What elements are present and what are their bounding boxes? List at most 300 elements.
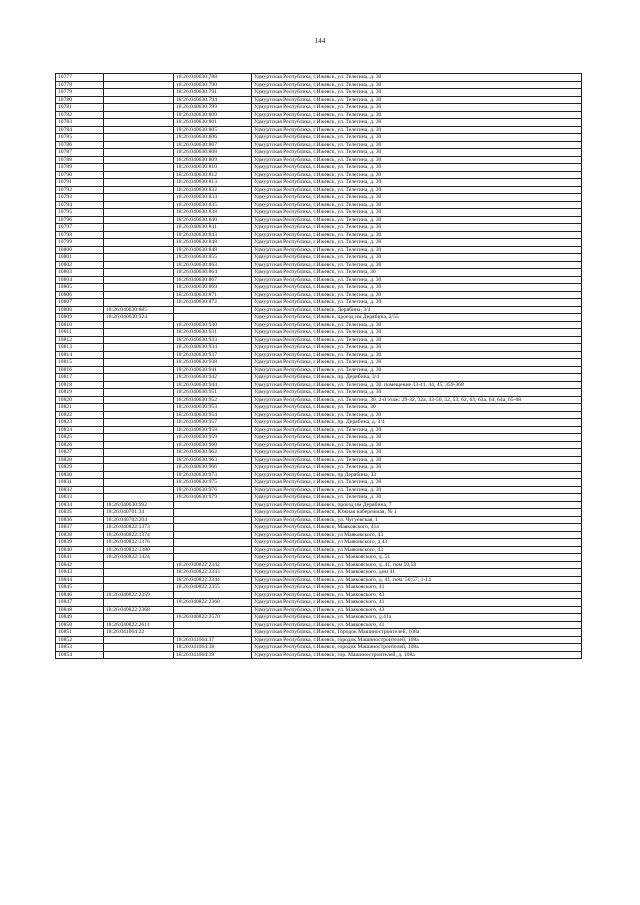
table-row: [56, 516, 582, 524]
address-cell: Удмуртская Республика, г.Ижевск, ул. Телегина, д. 30: [252, 246, 582, 254]
table-row: [56, 89, 582, 97]
row-number-cell: 10789: [56, 164, 104, 172]
address-cell: Удмуртская Республика, г.Ижевск, ул. Маяковского, 43: [252, 591, 582, 599]
cadastral-number-cell: 18:26:040822:1424: [104, 554, 174, 562]
address-cell: Удмуртская Республика, г.Ижевск, ул. Телегина, д. 30: [252, 329, 582, 337]
cadastral-number-cell: 18:26:040822:2359: [104, 591, 174, 599]
building-cadastral-number-cell: 18:26:040630:813: [174, 179, 252, 187]
cadastral-number-cell: 18:26:040630:992: [104, 501, 174, 509]
building-cadastral-number-cell: 18:26:040630:812: [174, 171, 252, 179]
building-cadastral-number-cell: 18:26:040630:976: [174, 486, 252, 494]
building-cadastral-number-cell: [174, 554, 252, 562]
row-number-cell: 10851: [56, 629, 104, 637]
cadastral-number-cell: [104, 194, 174, 202]
building-cadastral-number-cell: 18:26:040822:2360: [174, 599, 252, 607]
table-row: [56, 449, 582, 457]
row-number-cell: 10803: [56, 269, 104, 277]
building-cadastral-number-cell: 18:26:040630:855: [174, 254, 252, 262]
building-cadastral-number-cell: 18:26:040630:962: [174, 449, 252, 457]
table-row: [56, 276, 582, 284]
address-cell: Удмуртская Республика, г.Ижевск, ул. Телегина, д. 30: [252, 164, 582, 172]
table-row: [56, 434, 582, 442]
building-cadastral-number-cell: 18:26:040630:810: [174, 164, 252, 172]
building-cadastral-number-cell: 18:26:040822:2344: [174, 576, 252, 584]
cadastral-number-cell: [104, 419, 174, 427]
address-cell: Удмуртская Республика, г.Ижевск, городок Машиностроителей, 108а: [252, 644, 582, 652]
row-number-cell: 10812: [56, 336, 104, 344]
table-row: [56, 531, 582, 539]
row-number-cell: 10815: [56, 359, 104, 367]
address-cell: Удмуртская Республика, г.Ижевск, ул. Телегина, д. 30: [252, 186, 582, 194]
row-number-cell: 10814: [56, 351, 104, 359]
row-number-cell: 10825: [56, 434, 104, 442]
table-row: [56, 599, 582, 607]
table-row: [56, 539, 582, 547]
address-cell: Удмуртская Республика, г.Ижевск, ул. Телегина, д. 30: [252, 336, 582, 344]
address-cell: Удмуртская Республика, г.Ижевск, ул. Телегина, д. 30: [252, 209, 582, 217]
address-cell: Удмуртская Республика, г.Ижевск, ул. Телегина, д. 30: [252, 201, 582, 209]
table-row: [56, 329, 582, 337]
building-cadastral-number-cell: 18:26:040630:807: [174, 141, 252, 149]
building-cadastral-number-cell: 18:26:040630:791: [174, 89, 252, 97]
table-row: [56, 254, 582, 262]
cadastral-number-cell: [104, 171, 174, 179]
building-cadastral-number-cell: [174, 531, 252, 539]
table-row: [56, 149, 582, 157]
row-number-cell: 10792: [56, 186, 104, 194]
address-cell: Удмуртская Республика, г.Ижевск, ул. Маяковского, д. 51: [252, 554, 582, 562]
table-row: [56, 194, 582, 202]
building-cadastral-number-cell: [174, 314, 252, 322]
row-number-cell: 10788: [56, 156, 104, 164]
row-number-cell: 10841: [56, 554, 104, 562]
row-number-cell: 10832: [56, 486, 104, 494]
building-cadastral-number-cell: 18:26:040630:959: [174, 434, 252, 442]
table-row: [56, 141, 582, 149]
cadastral-number-cell: [104, 426, 174, 434]
address-cell: Удмуртская Республика, г.Ижевск, ул. Маяковского, 41: [252, 599, 582, 607]
address-cell: Удмуртская Республика, г.Ижевск, ул. Телегина, д. 30: [252, 239, 582, 247]
building-cadastral-number-cell: 18:26:040630:966: [174, 464, 252, 472]
building-cadastral-number-cell: 18:26:040630:833: [174, 194, 252, 202]
address-cell: Удмуртская Республика, г.Ижевск, ул. Телегина, д. 30: [252, 194, 582, 202]
address-cell: Удмуртская Республика, г.Ижевск, ул. Телегина, д. 30: [252, 261, 582, 269]
cadastral-number-cell: 18:26:040702:204: [104, 516, 174, 524]
cadastral-number-cell: [104, 471, 174, 479]
row-number-cell: 10845: [56, 584, 104, 592]
cadastral-number-cell: [104, 644, 174, 652]
address-cell: Удмуртская Республика, г.Ижевск, ул. Телегина, д. 30: [252, 456, 582, 464]
cadastral-number-cell: [104, 321, 174, 329]
row-number-cell: 10784: [56, 126, 104, 134]
building-cadastral-number-cell: [174, 621, 252, 629]
cadastral-number-cell: [104, 291, 174, 299]
cadastral-number-cell: [104, 186, 174, 194]
table-row: [56, 306, 582, 314]
address-cell: Удмуртская Республика, г.Ижевск, ул. Маяковского, 43: [252, 606, 582, 614]
address-cell: Удмуртская Республика, г.Ижевск, ул. Телегина, д. 30: [252, 464, 582, 472]
address-cell: Удмуртская Республика, г.Ижевск, ул. Телегина, д. 30: [252, 426, 582, 434]
table-row: [56, 644, 582, 652]
cadastral-number-cell: [104, 561, 174, 569]
table-row: [56, 411, 582, 419]
building-cadastral-number-cell: 18:26:040630:944: [174, 381, 252, 389]
table-row: [56, 126, 582, 134]
address-cell: Удмуртская Республика, г.Ижевск, ул. Телегина, д. 30: [252, 254, 582, 262]
row-number-cell: 10798: [56, 231, 104, 239]
row-number-cell: 10813: [56, 344, 104, 352]
building-cadastral-number-cell: 18:26:040630:963: [174, 456, 252, 464]
building-cadastral-number-cell: 18:26:040630:806: [174, 134, 252, 142]
building-cadastral-number-cell: 18:26:040630:958: [174, 426, 252, 434]
table-row: [56, 389, 582, 397]
row-number-cell: 10785: [56, 134, 104, 142]
building-cadastral-number-cell: 18:26:040630:801: [174, 119, 252, 127]
table-row: [56, 606, 582, 614]
table-row: [56, 179, 582, 187]
table-row: [56, 81, 582, 89]
building-cadastral-number-cell: 18:26:040630:954: [174, 411, 252, 419]
cadastral-number-cell: 18:26:040630:924: [104, 314, 174, 322]
cadastral-number-cell: [104, 449, 174, 457]
address-cell: Удмуртская Республика, г.Ижевск, ул. Телегина, 30: [252, 404, 582, 412]
address-cell: Удмуртская Республика, г.Ижевск, ул. Телегина, д. 30: [252, 299, 582, 307]
address-cell: Удмуртская Республика, г.Ижевск, ул. Телегина, д. 30: [252, 486, 582, 494]
address-cell: Удмуртская Республика, г.Ижевск, ул. Телегина, д. 30: [252, 156, 582, 164]
row-number-cell: 10786: [56, 141, 104, 149]
building-cadastral-number-cell: 18:26:040822:2355: [174, 584, 252, 592]
building-cadastral-number-cell: [174, 591, 252, 599]
cadastral-number-cell: [104, 134, 174, 142]
cadastral-number-cell: [104, 569, 174, 577]
table-row: [56, 374, 582, 382]
cadastral-number-cell: 18:26:040630:885: [104, 306, 174, 314]
address-cell: Удмуртская Республика, г.Ижевск, ул. Маяковского, д. 41, пом. 56;57; 1-14: [252, 576, 582, 584]
row-number-cell: 10818: [56, 381, 104, 389]
table-row: [56, 291, 582, 299]
table-row: [56, 546, 582, 554]
cadastral-number-cell: [104, 389, 174, 397]
row-number-cell: 10828: [56, 456, 104, 464]
table-row: [56, 591, 582, 599]
row-number-cell: 10778: [56, 81, 104, 89]
address-cell: Удмуртская Республика, г.Ижевск, ул. Маяковского, 41: [252, 621, 582, 629]
row-number-cell: 10808: [56, 306, 104, 314]
building-cadastral-number-cell: 18:26:040822:2343: [174, 569, 252, 577]
address-cell: Удмуртская Республика, г.Ижевск, ул. Телегина, д. 30: [252, 119, 582, 127]
cadastral-number-cell: [104, 651, 174, 659]
cadastral-number-cell: [104, 89, 174, 97]
table-row: [56, 321, 582, 329]
building-cadastral-number-cell: [174, 501, 252, 509]
address-cell: Удмуртская Республика, г.Ижевск, ул. Телегина, д. 30: [252, 74, 582, 82]
address-cell: Удмуртская Республика, г.Ижевск, ул. Телегина, д. 30: [252, 141, 582, 149]
building-cadastral-number-cell: 18:26:040822:2570: [174, 614, 252, 622]
address-cell: Удмуртская Республика, г.Ижевск, проезд им Дерябина, 2/55: [252, 314, 582, 322]
table-row: [56, 224, 582, 232]
cadastral-number-cell: [104, 411, 174, 419]
table-row: [56, 426, 582, 434]
building-cadastral-number-cell: [174, 539, 252, 547]
row-number-cell: 10824: [56, 426, 104, 434]
address-cell: Удмуртская Республика, г.Ижевск, ул. Телегина, д. 30: [252, 366, 582, 374]
table-row: [56, 359, 582, 367]
cadastral-number-cell: [104, 284, 174, 292]
table-row: [56, 486, 582, 494]
cadastral-number-cell: [104, 246, 174, 254]
row-number-cell: 10787: [56, 149, 104, 157]
table-row: [56, 621, 582, 629]
building-cadastral-number-cell: 18:26:040630:800: [174, 111, 252, 119]
row-number-cell: 10811: [56, 329, 104, 337]
row-number-cell: 10842: [56, 561, 104, 569]
row-number-cell: 10790: [56, 171, 104, 179]
table-row: [56, 96, 582, 104]
table-row: [56, 134, 582, 142]
table-row: [56, 554, 582, 562]
building-cadastral-number-cell: [174, 629, 252, 637]
building-cadastral-number-cell: 18:26:040630:849: [174, 246, 252, 254]
row-number-cell: 10854: [56, 651, 104, 659]
building-cadastral-number-cell: [174, 524, 252, 532]
row-number-cell: 10844: [56, 576, 104, 584]
row-number-cell: 10810: [56, 321, 104, 329]
row-number-cell: 10826: [56, 441, 104, 449]
row-number-cell: 10820: [56, 396, 104, 404]
building-cadastral-number-cell: 18:26:040630:788: [174, 74, 252, 82]
cadastral-number-cell: [104, 479, 174, 487]
cadastral-number-cell: [104, 209, 174, 217]
row-number-cell: 10831: [56, 479, 104, 487]
row-number-cell: 10804: [56, 276, 104, 284]
table-row: [56, 164, 582, 172]
row-number-cell: 10807: [56, 299, 104, 307]
row-number-cell: 10848: [56, 606, 104, 614]
table-row: [56, 651, 582, 659]
address-cell: Удмуртская Республика, г.Ижевск, ул. Маяковского, дом 41: [252, 569, 582, 577]
building-cadastral-number-cell: 18:26:040630:975: [174, 479, 252, 487]
address-cell: Удмуртская Республика, г.Ижевск, ул. Телегина, д. 30: [252, 149, 582, 157]
address-cell: Удмуртская Республика, г.Ижевск, ул. Телегина, д. 30: [252, 494, 582, 502]
table-row: [56, 156, 582, 164]
cadastral-number-cell: [104, 261, 174, 269]
cadastral-number-cell: [104, 441, 174, 449]
row-number-cell: 10836: [56, 516, 104, 524]
building-cadastral-number-cell: 18:26:040630:805: [174, 126, 252, 134]
building-cadastral-number-cell: 18:26:040630:869: [174, 284, 252, 292]
address-cell: Удмуртская Республика, г.Ижевск, Городок Машиностроителей, 108а: [252, 629, 582, 637]
cadastral-number-cell: [104, 96, 174, 104]
row-number-cell: 10801: [56, 254, 104, 262]
row-number-cell: 10819: [56, 389, 104, 397]
row-number-cell: 10793: [56, 194, 104, 202]
address-cell: Удмуртская Республика, г.Ижевск, ул. Телегина, д. 30: [252, 434, 582, 442]
address-cell: Удмуртская Республика, г.Ижевск, ул. Телегина, д. 30: [252, 276, 582, 284]
address-cell: Удмуртская Республика, г.Ижевск, ул. Телегина, д. 30: [252, 344, 582, 352]
address-cell: Удмуртская Республика, г.Ижевск, ул. Телегина, д. 30: [252, 479, 582, 487]
cadastral-number-cell: [104, 269, 174, 277]
row-number-cell: 10783: [56, 119, 104, 127]
building-cadastral-number-cell: 18:26:041064:39: [174, 651, 252, 659]
table-row: [56, 479, 582, 487]
cadastral-number-cell: [104, 599, 174, 607]
cadastral-number-cell: [104, 359, 174, 367]
building-cadastral-number-cell: 18:26:040630:953: [174, 404, 252, 412]
address-cell: Удмуртская Республика, г.Ижевск, ул. Телегина, д. 30: [252, 291, 582, 299]
cadastral-number-cell: [104, 111, 174, 119]
table-row: [56, 239, 582, 247]
building-cadastral-number-cell: 18:26:040630:799: [174, 104, 252, 112]
table-row: [56, 569, 582, 577]
cadastral-number-cell: [104, 299, 174, 307]
table-row: [56, 119, 582, 127]
address-cell: Удмуртская Республика, г.Ижевск, ул. Телегина, д. 30: [252, 96, 582, 104]
table-row: [56, 201, 582, 209]
page-number: 144: [314, 37, 326, 45]
property-registry-table: [55, 73, 582, 659]
cadastral-number-cell: [104, 201, 174, 209]
table-row: [56, 561, 582, 569]
cadastral-number-cell: [104, 434, 174, 442]
building-cadastral-number-cell: [174, 606, 252, 614]
cadastral-number-cell: 18:26:041064:22: [104, 629, 174, 637]
row-number-cell: 10802: [56, 261, 104, 269]
address-cell: Удмуртская Республика, г.Ижевск, гор. Машиностроителей, д. 108а: [252, 651, 582, 659]
building-cadastral-number-cell: 18:26:040630:952: [174, 396, 252, 404]
building-cadastral-number-cell: 18:26:040630:930: [174, 321, 252, 329]
table-row: [56, 614, 582, 622]
address-cell: Удмуртская Республика, г.Ижевск, ул. Телегина, д. 30: [252, 179, 582, 187]
address-cell: Удмуртская Республика, г.Ижевск, ул. Телегина, д. 30: [252, 126, 582, 134]
cadastral-number-cell: 18:26:040822:1374: [104, 531, 174, 539]
building-cadastral-number-cell: 18:26:040630:871: [174, 291, 252, 299]
row-number-cell: 10840: [56, 546, 104, 554]
row-number-cell: 10833: [56, 494, 104, 502]
table-row: [56, 261, 582, 269]
cadastral-number-cell: [104, 366, 174, 374]
row-number-cell: 10830: [56, 471, 104, 479]
row-number-cell: 10850: [56, 621, 104, 629]
row-number-cell: 10827: [56, 449, 104, 457]
building-cadastral-number-cell: 18:26:040630:790: [174, 81, 252, 89]
address-cell: Удмуртская Республика, г.Ижевск, пр.Дерябина, 33: [252, 471, 582, 479]
cadastral-number-cell: [104, 404, 174, 412]
building-cadastral-number-cell: 18:26:040630:848: [174, 239, 252, 247]
address-cell: Удмуртская Республика, г.Ижевск, ул. Телегина, д. 30: [252, 111, 582, 119]
row-number-cell: 10809: [56, 314, 104, 322]
cadastral-number-cell: [104, 179, 174, 187]
cadastral-number-cell: [104, 396, 174, 404]
cadastral-number-cell: [104, 584, 174, 592]
row-number-cell: 10846: [56, 591, 104, 599]
building-cadastral-number-cell: 18:26:040630:863: [174, 261, 252, 269]
table-row: [56, 419, 582, 427]
cadastral-number-cell: [104, 464, 174, 472]
building-cadastral-number-cell: [174, 546, 252, 554]
address-cell: Удмуртская Республика, г.Ижевск, ул. Телегина, д. 30: [252, 389, 582, 397]
address-cell: Удмуртская Республика, г.Ижевск, ул. Телегина, д. 30: [252, 284, 582, 292]
address-cell: Удмуртская Республика, г.Ижевск, ул. Телегина, д. 30: [252, 216, 582, 224]
address-cell: Удмуртская Республика, г.Ижевск, ул Маяковского, 43: [252, 531, 582, 539]
cadastral-number-cell: [104, 81, 174, 89]
building-cadastral-number-cell: 18:26:041064:38: [174, 644, 252, 652]
table-row: [56, 336, 582, 344]
row-number-cell: 10806: [56, 291, 104, 299]
table-row: [56, 494, 582, 502]
building-cadastral-number-cell: [174, 509, 252, 517]
address-cell: Удмуртская Республика, г.Ижевск, ул. Маяковского, 41: [252, 584, 582, 592]
cadastral-number-cell: [104, 614, 174, 622]
address-cell: Удмуртская Республика, г.Ижевск, ул. Маяковского, д.41а: [252, 614, 582, 622]
table-row: [56, 186, 582, 194]
address-cell: Удмуртская Республика, г.Ижевск, ул. Чугуевская, 1: [252, 516, 582, 524]
building-cadastral-number-cell: 18:26:040630:938: [174, 359, 252, 367]
address-cell: Удмуртская Республика, г.Ижевск, ул. Телегина, д. 30: [252, 89, 582, 97]
address-cell: Удмуртская Республика, г.Ижевск, ул. Телегина, д. 30: [252, 231, 582, 239]
cadastral-number-cell: [104, 239, 174, 247]
row-number-cell: 10777: [56, 74, 104, 82]
table-row: [56, 404, 582, 412]
table-row: [56, 501, 582, 509]
building-cadastral-number-cell: 18:26:040630:937: [174, 351, 252, 359]
row-number-cell: 10849: [56, 614, 104, 622]
building-cadastral-number-cell: 18:26:040630:931: [174, 329, 252, 337]
cadastral-number-cell: [104, 149, 174, 157]
cadastral-number-cell: [104, 126, 174, 134]
building-cadastral-number-cell: [174, 306, 252, 314]
address-cell: Удмуртская Республика, г.Ижевск, ул. Телегина, 30, 2-й этаж: 29-32, 32а, 33-50, 52, 53, 62, 63, 63а, 64, 64а, 65-68: [252, 396, 582, 404]
row-number-cell: 10797: [56, 224, 104, 232]
cadastral-number-cell: [104, 351, 174, 359]
address-cell: Удмуртская Республика, г.Ижевск, ул. Телегина, д. 30: [252, 449, 582, 457]
row-number-cell: 10782: [56, 111, 104, 119]
table-row: [56, 351, 582, 359]
row-number-cell: 10796: [56, 216, 104, 224]
address-cell: Удмуртская Республика, г.Ижевск, ул. Телегина, д. 30: [252, 104, 582, 112]
cadastral-number-cell: [104, 254, 174, 262]
building-cadastral-number-cell: 18:26:041064:37: [174, 636, 252, 644]
table-row: [56, 284, 582, 292]
cadastral-number-cell: [104, 329, 174, 337]
row-number-cell: 10835: [56, 509, 104, 517]
building-cadastral-number-cell: 18:26:040630:979: [174, 494, 252, 502]
row-number-cell: 10829: [56, 464, 104, 472]
building-cadastral-number-cell: 18:26:040630:934: [174, 344, 252, 352]
table-row: [56, 269, 582, 277]
cadastral-number-cell: [104, 141, 174, 149]
building-cadastral-number-cell: 18:26:040630:951: [174, 389, 252, 397]
cadastral-number-cell: [104, 494, 174, 502]
table-row: [56, 509, 582, 517]
building-cadastral-number-cell: 18:26:040630:960: [174, 441, 252, 449]
building-cadastral-number-cell: 18:26:040630:832: [174, 186, 252, 194]
cadastral-number-cell: 18:26:040822:2611: [104, 621, 174, 629]
cadastral-number-cell: [104, 636, 174, 644]
cadastral-number-cell: [104, 119, 174, 127]
address-cell: Удмуртская Республика, г.Ижевск, ул Маяковского, 43: [252, 546, 582, 554]
address-cell: Удмуртская Республика, г.Ижевск, ул. Телегина, д. 30: [252, 171, 582, 179]
address-cell: Удмуртская Республика, г.Ижевск, Маяковского, 41а: [252, 524, 582, 532]
building-cadastral-number-cell: 18:26:040630:973: [174, 471, 252, 479]
row-number-cell: 10795: [56, 209, 104, 217]
address-cell: Удмуртская Республика, г.Ижевск, ул. Телегина, д. 30: [252, 351, 582, 359]
address-cell: Удмуртская Республика, г.Ижевск, ул. Телегина, д. 30: [252, 359, 582, 367]
building-cadastral-number-cell: 18:26:040630:872: [174, 299, 252, 307]
building-cadastral-number-cell: 18:26:040630:864: [174, 269, 252, 277]
row-number-cell: 10799: [56, 239, 104, 247]
building-cadastral-number-cell: 18:26:040630:841: [174, 224, 252, 232]
building-cadastral-number-cell: 18:26:040630:794: [174, 96, 252, 104]
